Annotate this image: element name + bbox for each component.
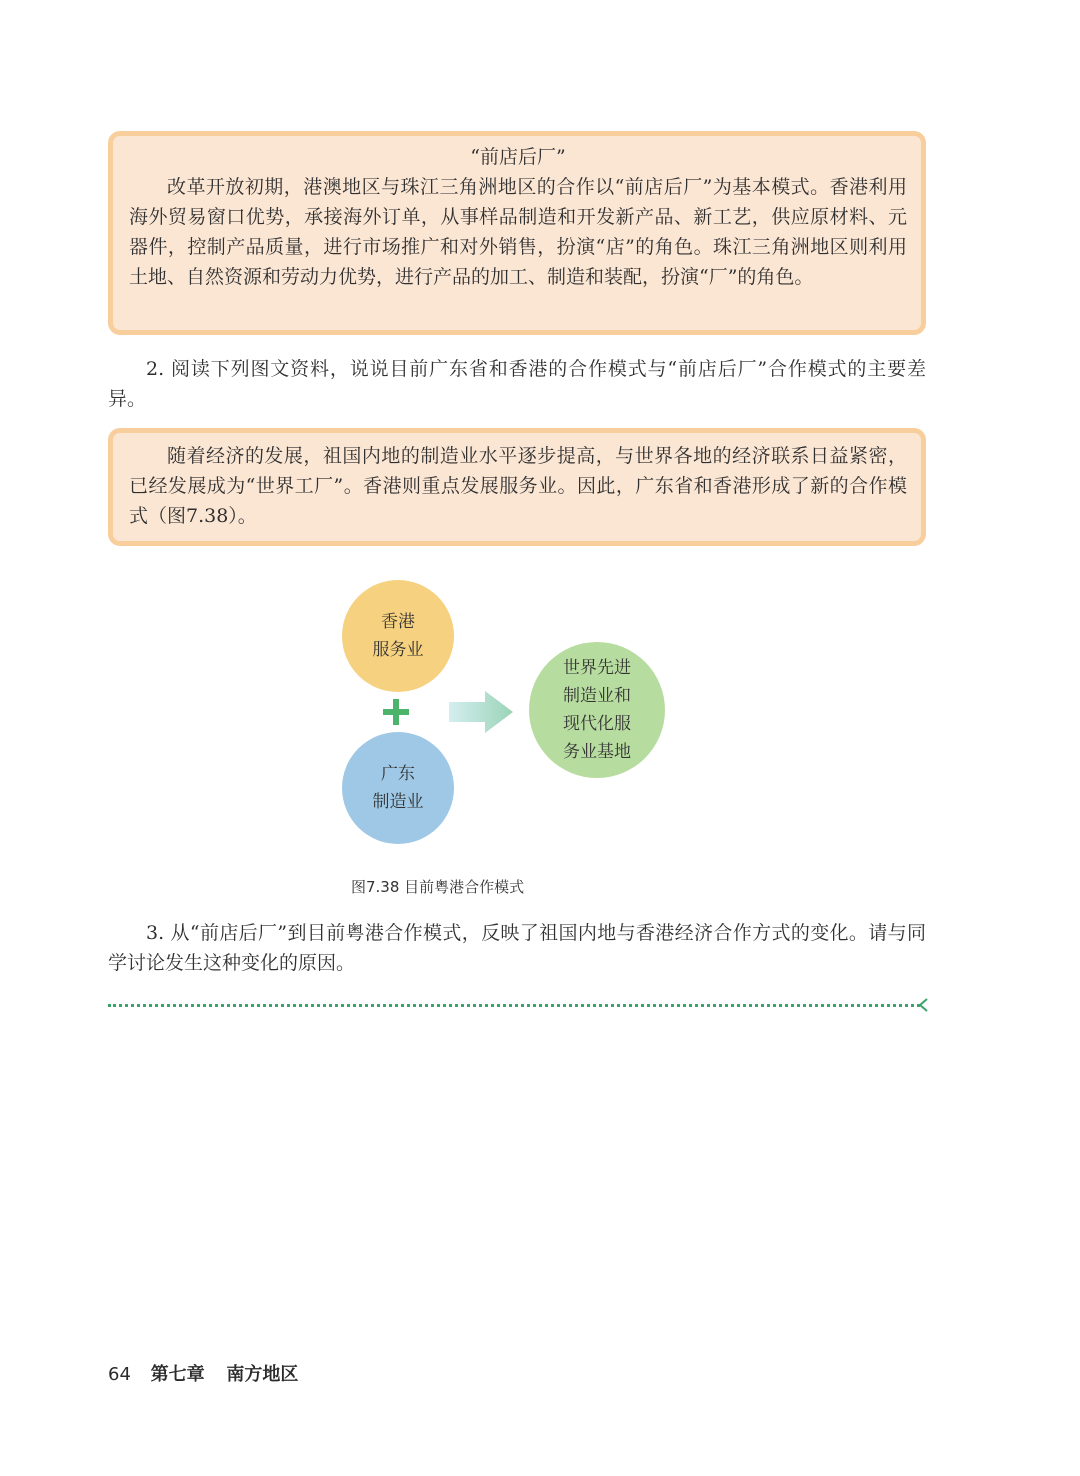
world-base-circle	[529, 642, 665, 778]
box-title: “前店后厂”	[470, 146, 566, 168]
page-number: 64	[108, 1364, 131, 1385]
box-paragraph: 随着经济的发展，祖国内地的制造业水平逐步提高，与世界各地的经济联系日益紧密，已经发展成为“世界工厂”。香港则重点发展服务业。因此，广东省和香港形成了新的合作模式（图7.38）。	[129, 445, 907, 527]
dotted-divider	[108, 1004, 920, 1007]
base-circle-label: 世界先进 制造业和 现代化服 务业基地	[563, 658, 631, 762]
gd-circle-label: 广东 制造业	[372, 764, 424, 812]
plus-icon	[381, 697, 411, 727]
reading-box-new-model	[108, 428, 926, 546]
question-3-text: 3. 从“前店后厂”到目前粤港合作模式，反映了祖国内地与香港经济合作方式的变化。请与同学讨论发生这种变化的原因。	[108, 922, 926, 974]
figure-caption: 图7.38 目前粤港合作模式	[351, 878, 525, 896]
hk-circle-label: 香港 服务业	[372, 612, 424, 660]
question-3	[108, 918, 926, 978]
box-paragraph: 改革开放初期，港澳地区与珠江三角洲地区的合作以“前店后厂”为基本模式。香港利用海外贸易窗口优势，承接海外订单，从事样品制造和开发新产品、新工艺，供应原材料、元器件，控制产品质量，进行市场推广和对外销售，扮演“店”的角色。珠江三角洲地区则利用土地、自然资源和劳动力优势，进行产品的加工、制造和装配，扮演“厂”的角色。	[129, 176, 907, 288]
hong-kong-services-circle	[342, 580, 454, 692]
page-footer	[108, 1360, 298, 1386]
region-label: 南方地区	[226, 1364, 299, 1385]
question-2-text: 2. 阅读下列图文资料，说说目前广东省和香港的合作模式与“前店后厂”合作模式的主要差异。	[108, 358, 926, 410]
question-2	[108, 354, 926, 414]
guangdong-manufacturing-circle	[342, 732, 454, 844]
arrow-right-icon	[449, 691, 513, 733]
reading-box-qiandian-houchang	[108, 131, 926, 335]
chevron-left-icon	[916, 996, 930, 1014]
chapter-label: 第七章	[150, 1364, 205, 1385]
